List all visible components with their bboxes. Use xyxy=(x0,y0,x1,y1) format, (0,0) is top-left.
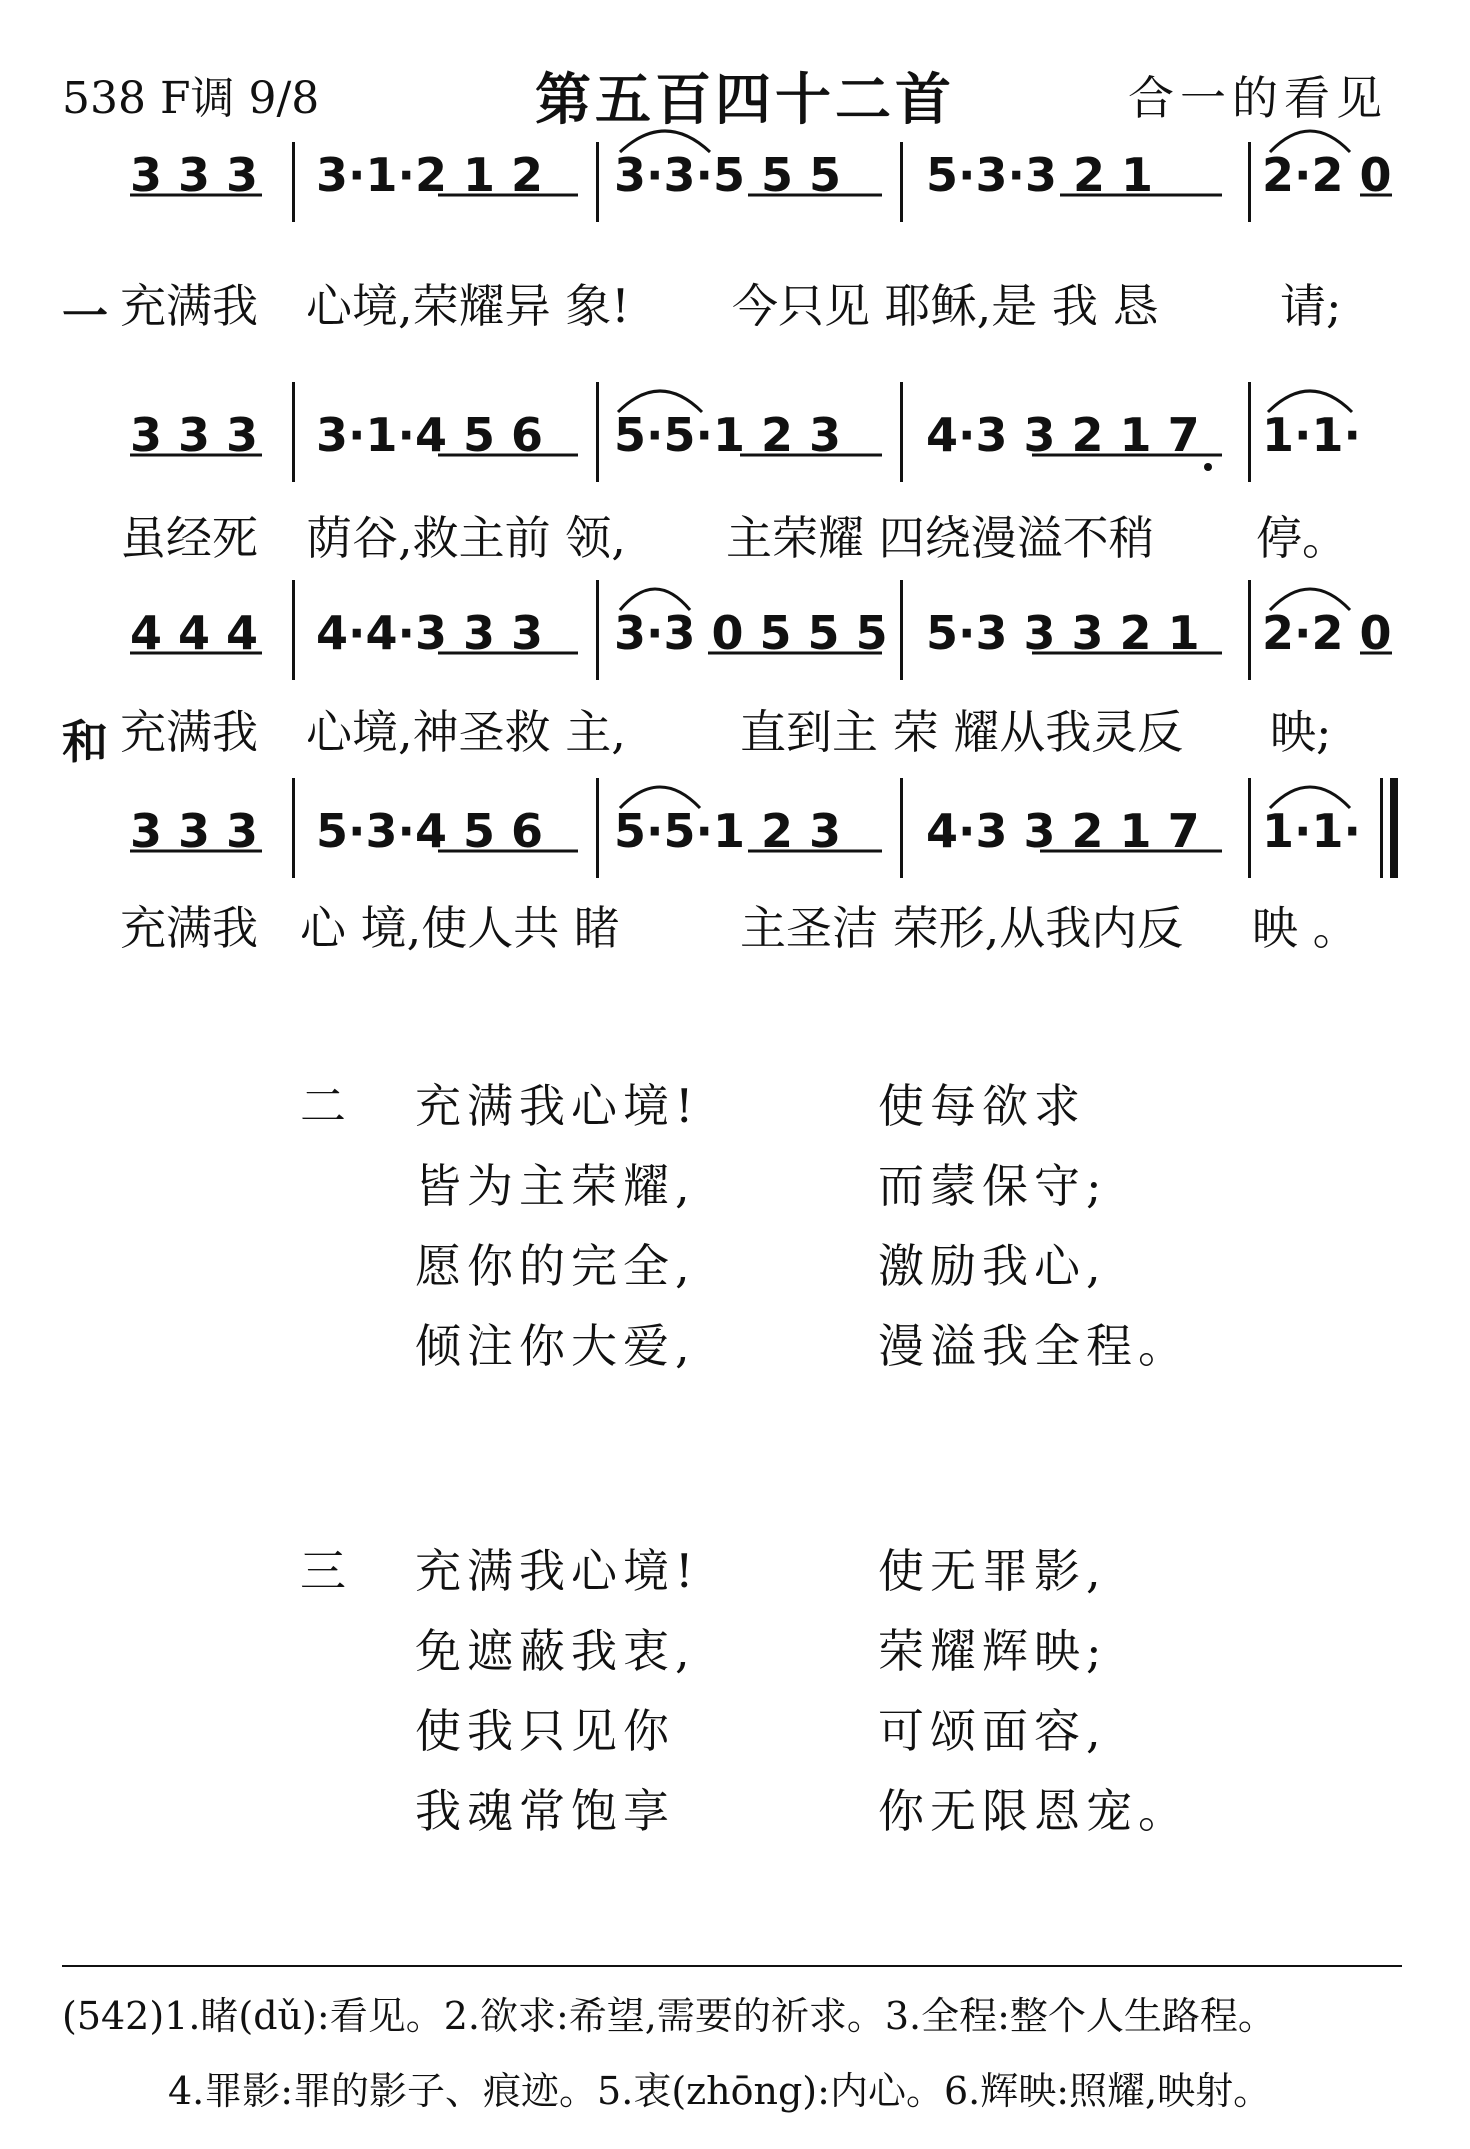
lyric-3-4: 映; xyxy=(1270,705,1332,759)
measure-1-5: 2·2 0 xyxy=(1262,148,1392,202)
hymn-title: 第五百四十二首 xyxy=(535,68,955,133)
measure-1-4: 5·3·3 2 1 xyxy=(926,148,1154,202)
stanza-line: 使我只见你 xyxy=(415,1704,675,1758)
measure-3-2: 4·4·3 3 3 xyxy=(316,606,544,660)
stanza-number: 三 xyxy=(300,1544,346,1598)
measure-2-4: 4·3 3 2 1 7 xyxy=(926,408,1200,462)
stanza-line: 使每欲求 xyxy=(878,1079,1086,1133)
footnote-divider xyxy=(62,1965,1402,1967)
lyric-3-1: 充满我 xyxy=(120,705,258,759)
measure-2-1: 3 3 3 xyxy=(130,408,259,462)
stanza-line: 使无罪影, xyxy=(878,1544,1107,1598)
lyric-1-1: 充满我 xyxy=(120,279,258,333)
measure-2-5: 1·1· xyxy=(1262,408,1361,462)
lyric-2-2: 荫谷,救主前 领, xyxy=(306,511,626,565)
lyric-4-2: 心 境,使人共 睹 xyxy=(300,901,620,955)
measure-4-4: 4·3 3 2 1 7 xyxy=(926,804,1200,858)
lyric-3-3: 直到主 荣 耀从我灵反 xyxy=(740,705,1184,759)
stanza-line: 荣耀辉映; xyxy=(878,1624,1108,1678)
lyric-4-1: 充满我 xyxy=(120,901,258,955)
lyric-3-2: 心境,神圣救 主, xyxy=(306,705,626,759)
measure-1-2: 3·1·2 1 2 xyxy=(316,148,544,202)
hymn-number-key-time: 538 F调 9/8 xyxy=(62,73,320,124)
verse-mark-chorus: 和 xyxy=(62,715,108,769)
measure-1-1: 3 3 3 xyxy=(130,148,259,202)
footnote-line-1: (542)1.睹(dǔ):看见。2.欲求:希望,需要的祈求。3.全程:整个人生路程。 xyxy=(62,1994,1276,2038)
lyric-4-4: 映 。 xyxy=(1252,901,1359,955)
measure-3-3: 3·3 0 5 5 5 xyxy=(614,606,888,660)
stanza-line: 皆为主荣耀, xyxy=(415,1159,696,1213)
measure-3-5: 2·2 0 xyxy=(1262,606,1392,660)
lyric-1-2: 心境,荣耀异 象! xyxy=(306,279,630,333)
measure-2-3: 5·5·1 2 3 xyxy=(614,408,842,462)
stanza-line: 而蒙保守; xyxy=(878,1159,1108,1213)
verse-mark-1: 一 xyxy=(62,289,108,343)
lyric-4-3: 主圣洁 荣形,从我内反 xyxy=(740,901,1184,955)
stanza-line: 你无限恩宠。 xyxy=(878,1784,1190,1838)
stanza-line: 免遮蔽我衷, xyxy=(415,1624,696,1678)
measure-1-3: 3·3·5 5 5 xyxy=(614,148,842,202)
stanza-line: 充满我心境! xyxy=(415,1079,700,1133)
lyric-1-3: 今只见 耶稣,是 我 恳 xyxy=(732,279,1159,333)
stanza-line: 充满我心境! xyxy=(415,1544,700,1598)
measure-3-4: 5·3 3 3 2 1 xyxy=(926,606,1200,660)
measure-4-1: 3 3 3 xyxy=(130,804,259,858)
measure-3-1: 4 4 4 xyxy=(130,606,259,660)
measure-2-2: 3·1·4 5 6 xyxy=(316,408,544,462)
stanza-line: 可颂面容, xyxy=(878,1704,1107,1758)
footnote-line-2: 4.罪影:罪的影子、痕迹。5.衷(zhōng):内心。6.辉映:照耀,映射。 xyxy=(168,2069,1272,2113)
stanza-line: 我魂常饱享 xyxy=(415,1784,675,1838)
lyric-2-4: 停。 xyxy=(1256,511,1348,565)
hymn-category: 合一的看见 xyxy=(1128,71,1388,125)
measure-4-5: 1·1· xyxy=(1262,804,1361,858)
lyric-1-4: 请; xyxy=(1280,279,1342,333)
stanza-line: 漫溢我全程。 xyxy=(878,1319,1190,1373)
lyric-2-1: 虽经死 xyxy=(120,511,258,565)
stanza-line: 愿你的完全, xyxy=(415,1239,696,1293)
stanza-line: 激励我心, xyxy=(878,1239,1107,1293)
measure-4-3: 5·5·1 2 3 xyxy=(614,804,842,858)
stanza-line: 倾注你大爱, xyxy=(415,1319,696,1373)
measure-4-2: 5·3·4 5 6 xyxy=(316,804,544,858)
stanza-number: 二 xyxy=(300,1079,346,1133)
lyric-2-3: 主荣耀 四绕漫溢不稍 xyxy=(726,511,1155,565)
